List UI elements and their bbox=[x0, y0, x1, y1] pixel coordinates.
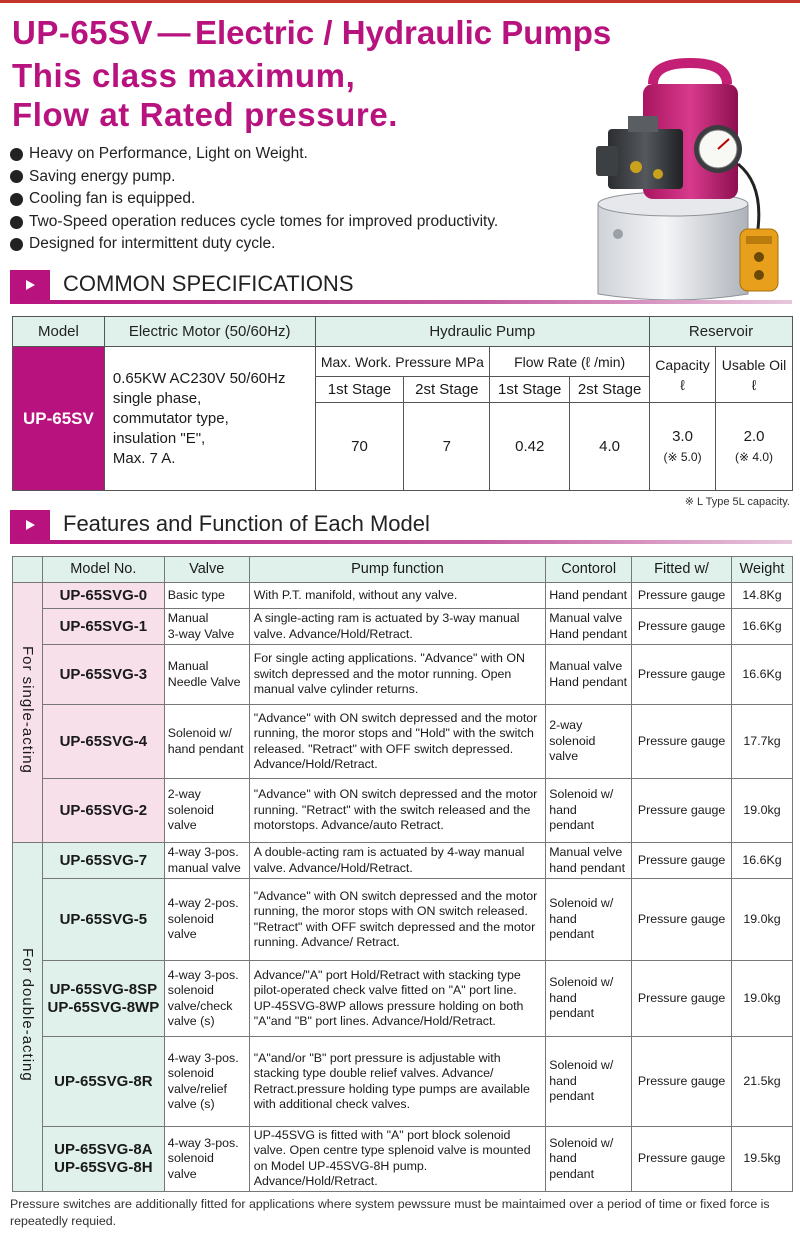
flow-stage1-value: 0.42 bbox=[490, 403, 570, 491]
control-cell: Hand pendant bbox=[546, 583, 632, 609]
pump-product-image bbox=[588, 54, 798, 306]
bullet-dot-icon bbox=[10, 216, 23, 229]
control-cell: 2-way solenoid valve bbox=[546, 705, 632, 779]
header-flow-rate: Flow Rate (ℓ /min) bbox=[490, 347, 650, 377]
header-model: Model bbox=[13, 317, 105, 347]
weight-cell: 19.5kg bbox=[731, 1127, 792, 1192]
pressure-stage2-value: 7 bbox=[404, 403, 490, 491]
bullet-item: Two-Speed operation reduces cycle tomes for improved productivity. bbox=[10, 211, 498, 234]
title-dash: — bbox=[157, 14, 191, 51]
bullet-dot-icon bbox=[10, 238, 23, 251]
product-type-title: Electric / Hydraulic Pumps bbox=[194, 14, 612, 51]
header-capacity: Capacity ℓ bbox=[650, 347, 716, 403]
table-row bbox=[13, 879, 793, 961]
pump-function-cell: Advance/"A" port Hold/Retract with stacking type pilot-operated check valve fitted on "A" port line. UP-45SVG-8WP allows pressure holding on both "A"and "B" port lines. Advance/Hold/Retract. bbox=[249, 961, 546, 1037]
pump-function-cell: UP-45SVG is fitted with "A" port block solenoid valve. Open centre type splenoid valve is mounted on Model UP-45SVG-8H pump. Advance/Hold/Retract. bbox=[249, 1127, 546, 1192]
valve-cell: Basic type bbox=[164, 583, 249, 609]
weight-cell: 21.5kg bbox=[731, 1037, 792, 1127]
bullet-dot-icon bbox=[10, 193, 23, 206]
table-row bbox=[13, 705, 793, 779]
table-row bbox=[13, 583, 793, 609]
header-flow-stage1: 1st Stage bbox=[490, 377, 570, 403]
spec-motor-cell: 0.65KW AC230V 50/60Hz single phase, commutator type, insulation "E", Max. 7 A. bbox=[104, 347, 315, 491]
model-number-cell: UP-65SVG-3 bbox=[42, 645, 164, 705]
header-motor: Electric Motor (50/60Hz) bbox=[104, 317, 315, 347]
header-group bbox=[13, 557, 43, 583]
fitted-cell: Pressure gauge bbox=[632, 609, 732, 645]
pump-function-cell: A double-acting ram is actuated by 4-way manual valve. Advance/Hold/Retract. bbox=[249, 843, 546, 879]
control-cell: Solenoid w/ hand pendant bbox=[546, 879, 632, 961]
weight-cell: 16.6Kg bbox=[731, 843, 792, 879]
model-number-cell: UP-65SVG-0 bbox=[42, 583, 164, 609]
header-pump-function: Pump function bbox=[249, 557, 546, 583]
pump-function-cell: "Advance" with ON switch depressed and the motor running, the moror stops and "Hold" with the switch released. "Retract" with OFF switch depressed. Advance/Hold/Retract. bbox=[249, 705, 546, 779]
table-row bbox=[13, 645, 793, 705]
pump-function-cell: With P.T. manifold, without any valve. bbox=[249, 583, 546, 609]
pump-function-cell: "Advance" with ON switch depressed and the motor running, the moror stops with ON switch released. "Retract" with OFF switch depressed and the motor running. Advance/ Retract. bbox=[249, 879, 546, 961]
tagline bbox=[12, 56, 398, 134]
bullet-item: Designed for intermittent duty cycle. bbox=[10, 233, 498, 256]
header-fitted: Fitted w/ bbox=[632, 557, 732, 583]
valve-cell: 4-way 3-pos. manual valve bbox=[164, 843, 249, 879]
footnote: Pressure switches are additionally fitted for applications where system pewssure must be maintaimed over a period of time or fixed force is repeatedly requied. bbox=[10, 1197, 770, 1228]
valve-cell: Manual 3-way Valve bbox=[164, 609, 249, 645]
pressure-stage1-value: 70 bbox=[315, 403, 404, 491]
model-title: UP-65SV bbox=[12, 14, 154, 51]
control-cell: Manual velve hand pendant bbox=[546, 843, 632, 879]
pump-function-cell: "A"and/or "B" port pressure is adjustable with stacking type double relief valves. Advance/ Retract.pressure holding type pumps are available with additional check valves. bbox=[249, 1037, 546, 1127]
model-number-cell: UP-65SVG-1 bbox=[42, 609, 164, 645]
capacity-value: 3.0 (※ 5.0) bbox=[650, 403, 716, 491]
features-table bbox=[12, 556, 793, 1192]
group-label-double-acting bbox=[13, 843, 43, 1192]
header-control: Contorol bbox=[546, 557, 632, 583]
section-header-features bbox=[10, 510, 792, 544]
fitted-cell: Pressure gauge bbox=[632, 1037, 732, 1127]
header-max-pressure: Max. Work. Pressure MPa bbox=[315, 347, 490, 377]
header-usable-oil: Usable Oil ℓ bbox=[716, 347, 793, 403]
bullet-item: Cooling fan is equipped. bbox=[10, 188, 498, 211]
model-number-cell: UP-65SVG-4 bbox=[42, 705, 164, 779]
section-arrow-icon bbox=[26, 520, 35, 530]
tagline-line-2: Flow at Rated pressure. bbox=[12, 96, 399, 133]
header-pressure-stage1: 1st Stage bbox=[315, 377, 404, 403]
valve-cell: 4-way 3-pos. solenoid valve bbox=[164, 1127, 249, 1192]
model-number-cell: UP-65SVG-8A UP-65SVG-8H bbox=[42, 1127, 164, 1192]
header-weight: Weight bbox=[731, 557, 792, 583]
valve-cell: Solenoid w/ hand pendant bbox=[164, 705, 249, 779]
section-title: Features and Function of Each Model bbox=[63, 511, 430, 536]
header-valve: Valve bbox=[164, 557, 249, 583]
fitted-cell: Pressure gauge bbox=[632, 779, 732, 843]
table-row bbox=[13, 779, 793, 843]
model-number-cell: UP-65SVG-8SP UP-65SVG-8WP bbox=[42, 961, 164, 1037]
feature-bullets bbox=[10, 143, 498, 256]
control-cell: Manual valve Hand pendant bbox=[546, 645, 632, 705]
tagline-line-1: This class maximum, bbox=[12, 57, 356, 94]
pump-function-cell: "Advance" with ON switch depressed and the motor running. "Retract" with the switch released and the motorstops. Advance/auto Retract. bbox=[249, 779, 546, 843]
control-cell: Solenoid w/ hand pendant bbox=[546, 779, 632, 843]
table-row bbox=[13, 961, 793, 1037]
header-flow-stage2: 2st Stage bbox=[570, 377, 650, 403]
fitted-cell: Pressure gauge bbox=[632, 1127, 732, 1192]
bullet-dot-icon bbox=[10, 148, 23, 161]
control-cell: Manual valve Hand pendant bbox=[546, 609, 632, 645]
weight-cell: 16.6Kg bbox=[731, 645, 792, 705]
spec-model-cell: UP-65SV bbox=[13, 347, 105, 491]
valve-cell: Manual Needle Valve bbox=[164, 645, 249, 705]
weight-cell: 16.6Kg bbox=[731, 609, 792, 645]
group-label-single-acting bbox=[13, 583, 43, 843]
weight-cell: 19.0kg bbox=[731, 879, 792, 961]
control-cell: Solenoid w/ hand pendant bbox=[546, 1127, 632, 1192]
header-reservoir: Reservoir bbox=[650, 317, 793, 347]
page-title bbox=[12, 14, 611, 52]
fitted-cell: Pressure gauge bbox=[632, 705, 732, 779]
capacity-note: ※ L Type 5L capacity. bbox=[684, 496, 790, 508]
fitted-cell: Pressure gauge bbox=[632, 583, 732, 609]
fitted-cell: Pressure gauge bbox=[632, 961, 732, 1037]
pump-function-cell: For single acting applications. "Advance" with ON switch depressed and the motor running. Open manual valve cylinder returns. bbox=[249, 645, 546, 705]
model-number-cell: UP-65SVG-5 bbox=[42, 879, 164, 961]
model-number-cell: UP-65SVG-2 bbox=[42, 779, 164, 843]
valve-cell: 4-way 3-pos. solenoid valve/check valve (s) bbox=[164, 961, 249, 1037]
control-cell: Solenoid w/ hand pendant bbox=[546, 1037, 632, 1127]
header-model-no: Model No. bbox=[42, 557, 164, 583]
section-arrow-icon bbox=[26, 280, 35, 290]
bullet-item: Heavy on Performance, Light on Weight. bbox=[10, 143, 498, 166]
fitted-cell: Pressure gauge bbox=[632, 843, 732, 879]
model-number-cell: UP-65SVG-8R bbox=[42, 1037, 164, 1127]
fitted-cell: Pressure gauge bbox=[632, 879, 732, 961]
valve-cell: 4-way 2-pos. solenoid valve bbox=[164, 879, 249, 961]
table-row bbox=[13, 1127, 793, 1192]
pump-function-cell: A single-acting ram is actuated by 3-way manual valve. Advance/Hold/Retract. bbox=[249, 609, 546, 645]
fitted-cell: Pressure gauge bbox=[632, 645, 732, 705]
table-row bbox=[13, 843, 793, 879]
group-label-text: For single-acting bbox=[19, 646, 37, 775]
table-row bbox=[13, 609, 793, 645]
section-header-common-specs bbox=[10, 270, 792, 304]
usable-oil-value: 2.0 (※ 4.0) bbox=[716, 403, 793, 491]
bullet-dot-icon bbox=[10, 170, 23, 183]
header-pump: Hydraulic Pump bbox=[315, 317, 650, 347]
group-label-text: For double-acting bbox=[19, 947, 37, 1082]
valve-cell: 4-way 3-pos. solenoid valve/relief valve (s) bbox=[164, 1037, 249, 1127]
section-title: COMMON SPECIFICATIONS bbox=[63, 271, 354, 296]
weight-cell: 14.8Kg bbox=[731, 583, 792, 609]
control-cell: Solenoid w/ hand pendant bbox=[546, 961, 632, 1037]
bullet-item: Saving energy pump. bbox=[10, 166, 498, 189]
model-number-cell: UP-65SVG-7 bbox=[42, 843, 164, 879]
valve-cell: 2-way solenoid valve bbox=[164, 779, 249, 843]
flow-stage2-value: 4.0 bbox=[570, 403, 650, 491]
common-specs-table bbox=[12, 316, 793, 491]
weight-cell: 17.7kg bbox=[731, 705, 792, 779]
weight-cell: 19.0kg bbox=[731, 961, 792, 1037]
table-row bbox=[13, 1037, 793, 1127]
weight-cell: 19.0kg bbox=[731, 779, 792, 843]
header-pressure-stage2: 2st Stage bbox=[404, 377, 490, 403]
